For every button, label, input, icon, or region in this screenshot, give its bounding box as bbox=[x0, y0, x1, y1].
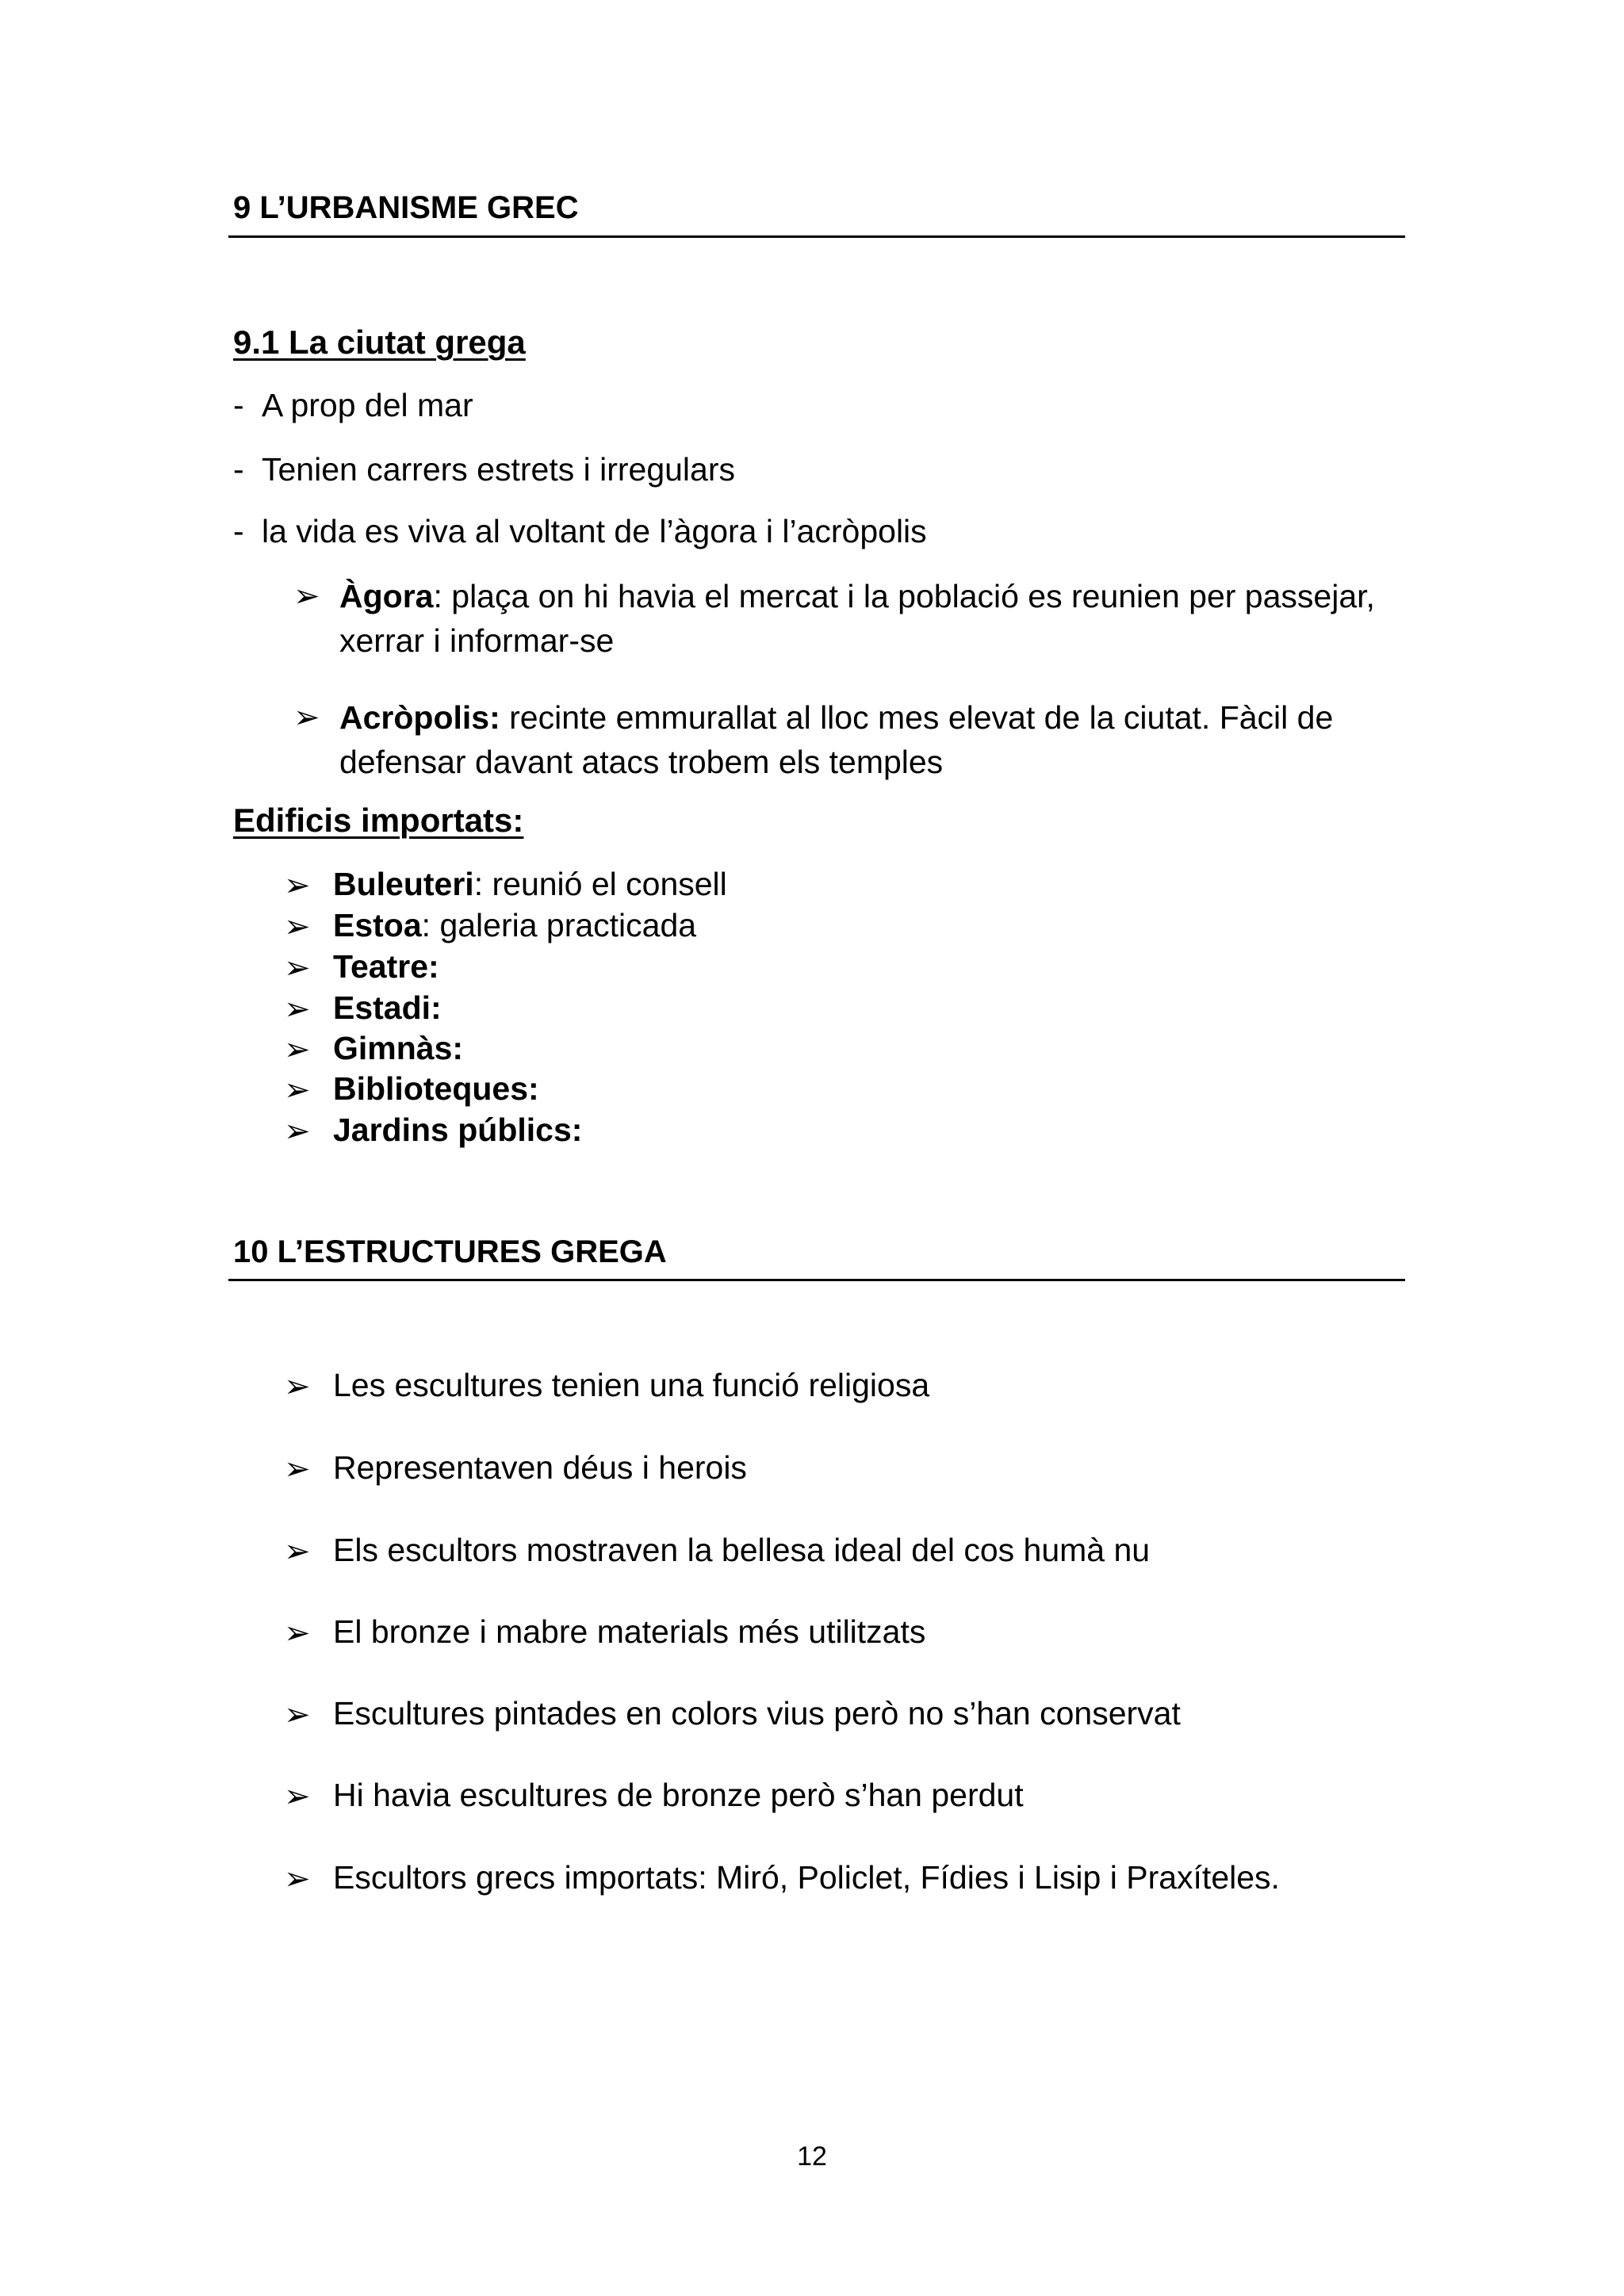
page-number: 12 bbox=[797, 2141, 827, 2172]
section-heading-escultures: 10 L’ESTRUCTURES GREGA bbox=[233, 1234, 667, 1269]
arrow-bullet-icon: ➢ bbox=[293, 699, 320, 736]
arrow-bullet-icon: ➢ bbox=[284, 1697, 311, 1733]
section-divider bbox=[228, 235, 1405, 238]
dash-list-item: - A prop del mar bbox=[233, 387, 473, 423]
list-item: Els escultors mostraven la bellesa ideal del cos humà nu bbox=[333, 1532, 1151, 1568]
building-item-buleuteri: Buleuteri: reunió el consell bbox=[333, 866, 727, 902]
list-item: Hi havia escultures de bronze però s’han perdut bbox=[333, 1777, 1024, 1813]
arrow-bullet-icon: ➢ bbox=[284, 1113, 311, 1150]
building-item-estadi: Estadi: bbox=[333, 989, 442, 1026]
building-item-biblioteques: Biblioteques: bbox=[333, 1070, 539, 1107]
section-divider bbox=[228, 1279, 1405, 1281]
list-item-acropolis: Acròpolis: recinte emmurallat al lloc mes elevat de la ciutat. Fàcil de defensar davant atacs trobem els temples bbox=[339, 699, 1334, 780]
list-item-agora: Àgora: plaça on hi havia el mercat i la població es reunien per passejar, xerrar i informar-se bbox=[339, 578, 1375, 659]
arrow-bullet-icon: ➢ bbox=[284, 991, 311, 1027]
arrow-bullet-icon: ➢ bbox=[284, 1861, 311, 1897]
subsection-heading-ciutat-grega: 9.1 La ciutat grega bbox=[233, 323, 526, 361]
dash-list-item: - la vida es viva al voltant de l’àgora i l’acròpolis bbox=[233, 513, 927, 549]
arrow-bullet-icon: ➢ bbox=[284, 1615, 311, 1651]
arrow-bullet-icon: ➢ bbox=[284, 1451, 311, 1487]
list-item: Representaven déus i herois bbox=[333, 1449, 747, 1486]
arrow-bullet-icon: ➢ bbox=[284, 950, 311, 986]
arrow-bullet-icon: ➢ bbox=[284, 1778, 311, 1815]
section-heading-urbanisme: 9 L’URBANISME GREC bbox=[233, 190, 579, 225]
list-item: Escultors grecs importats: Miró, Policlet, Fídies i Lisip i Praxíteles. bbox=[333, 1859, 1280, 1896]
buildings-heading: Edificis importats: bbox=[233, 802, 524, 839]
list-item: Escultures pintades en colors vius però no s’han conservat bbox=[333, 1695, 1181, 1732]
building-item-estoa: Estoa: galeria practicada bbox=[333, 907, 697, 943]
building-item-jardins: Jardins públics: bbox=[333, 1112, 583, 1148]
arrow-bullet-icon: ➢ bbox=[284, 1533, 311, 1570]
dash-marker: - bbox=[233, 451, 244, 488]
building-item-teatre: Teatre: bbox=[333, 948, 439, 985]
list-item: Les escultures tenien una funció religiosa bbox=[333, 1367, 930, 1403]
dash-marker: - bbox=[233, 513, 244, 549]
building-item-gimnas: Gimnàs: bbox=[333, 1030, 464, 1066]
arrow-bullet-icon: ➢ bbox=[284, 1368, 311, 1405]
arrow-bullet-icon: ➢ bbox=[293, 578, 320, 614]
arrow-bullet-icon: ➢ bbox=[284, 867, 311, 904]
arrow-bullet-icon: ➢ bbox=[284, 909, 311, 945]
arrow-bullet-icon: ➢ bbox=[284, 1072, 311, 1108]
list-item: El bronze i mabre materials més utilitzats bbox=[333, 1613, 926, 1650]
arrow-bullet-icon: ➢ bbox=[284, 1031, 311, 1068]
dash-marker: - bbox=[233, 387, 244, 423]
dash-list-item: - Tenien carrers estrets i irregulars bbox=[233, 451, 735, 488]
